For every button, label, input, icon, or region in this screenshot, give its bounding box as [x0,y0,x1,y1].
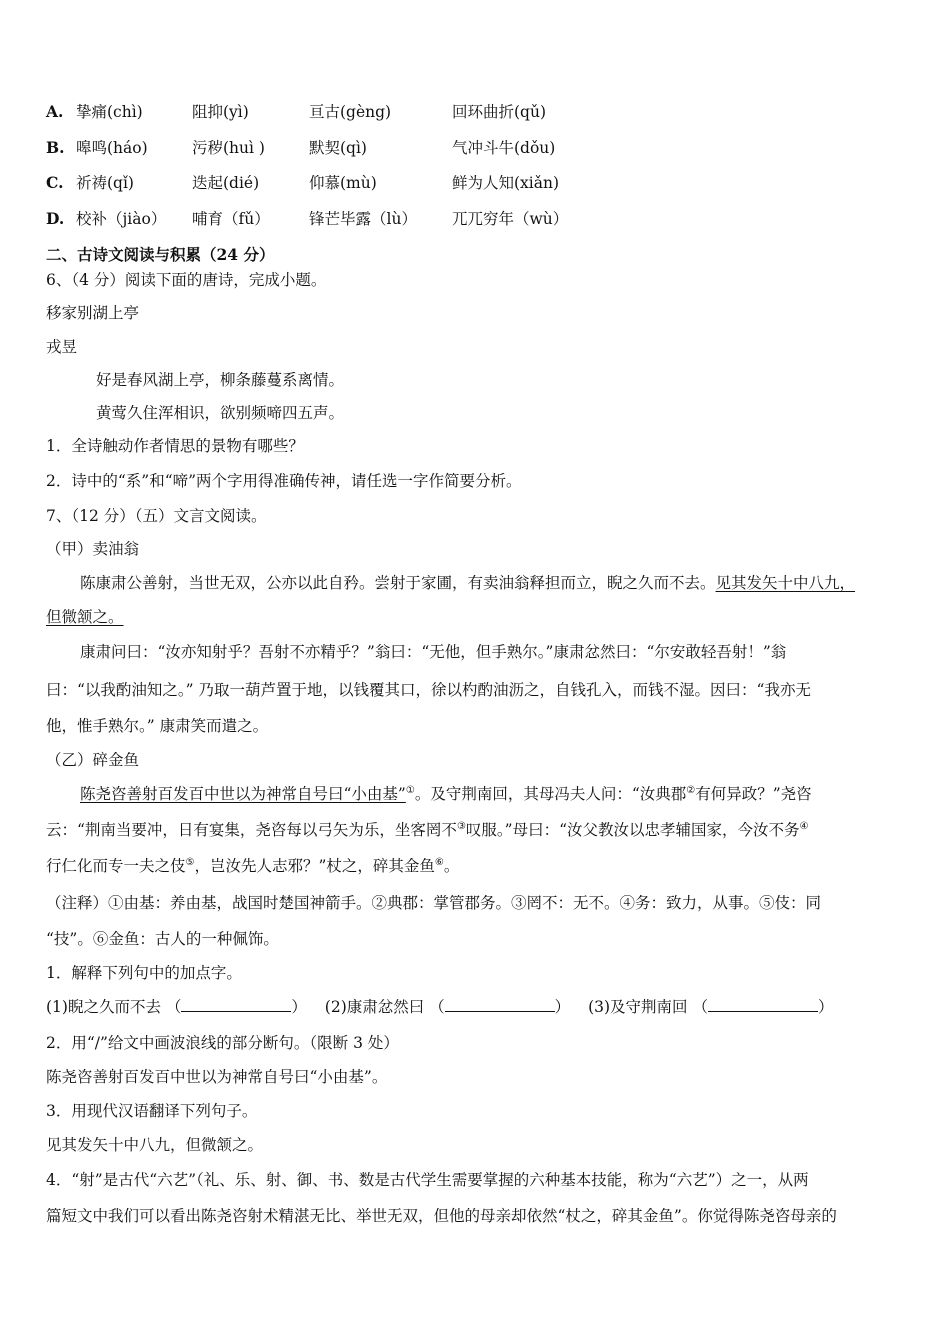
option-item: 气冲斗牛(dǒu) [452,139,556,157]
footnote-marker: ⑥ [434,856,444,868]
option-label: B. [46,138,65,157]
poem-line: 好是春风湖上亭，柳条藤蔓系离情。 [96,371,345,389]
option-item: 鲜为人知(xiǎn) [452,174,560,192]
fill-blank-close: ） [817,998,834,1016]
poem-line: 黄莺久住浑相识，欲别频啼四五声。 [96,404,345,422]
passage-jia-title: （甲）卖油翁 [46,540,140,558]
underlined-sentence: 但微颔之。 [46,608,124,626]
answer-blank[interactable] [445,997,555,1012]
footnote-marker: ② [686,784,696,796]
footnote-marker: ① [405,784,415,796]
passage-text: 。 [443,857,460,875]
question-6-stem: 6、（4 分）阅读下面的唐诗，完成小题。 [46,271,327,289]
fill-blank-row [46,997,833,1017]
sub-question-text: 见其发矢十中八九，但微颔之。 [46,1136,264,1154]
option-item: 仰慕(mù) [309,174,377,192]
sub-question: 2．诗中的“系”和“啼”两个字用得准确传神，请任选一字作简要分析。 [46,472,522,490]
answer-blank[interactable] [181,997,291,1012]
option-label: C. [46,173,64,192]
sub-question: 篇短文中我们可以看出陈尧咨射术精湛无比、举世无双，但他的母亲却依然“杖之，碎其金鱼”。你觉得陈尧咨母亲的 [46,1207,837,1225]
option-label: D. [46,209,65,228]
option-item: 祈祷(qǐ) [76,174,134,192]
fill-blank-close: ） [554,998,571,1016]
option-item: 哺育（fǔ） [192,210,270,228]
passage-text: 云：“荆南当要冲，日有宴集，尧咨每以弓矢为乐，坐客罔不 [46,821,457,839]
answer-blank[interactable] [708,997,818,1012]
option-item: 阻抑(yì) [192,103,249,121]
sub-question: 4．“射”是古代“六艺”（礼、乐、射、御、书、数是古代学生需要掌握的六种基本技能，称为“六艺”）之一，从两 [46,1171,809,1189]
sub-question: 3．用现代汉语翻译下列句子。 [46,1102,258,1120]
sub-question: 1．全诗触动作者情思的景物有哪些？ [46,437,304,455]
passage-yi-line-1 [80,784,812,804]
poem-title: 移家别湖上亭 [46,304,140,322]
section-title: 二、古诗文阅读与积累（24 分） [46,245,275,264]
passage-text: 叹服。”母曰：“汝父教汝以忠孝辅国家，今汝不务 [465,821,800,839]
passage-text: 。及守荆南回，其母冯夫人问：“汝典郡 [414,785,687,803]
option-item: 锋芒毕露（lù） [309,210,417,228]
option-item: 迭起(dié) [192,174,260,192]
option-item: 校补（jiào） [76,210,167,228]
passage-text: 行仁化而专一夫之伎 [46,857,186,875]
footnote-marker: ④ [799,820,809,832]
question-7-stem: 7、（12 分）（五）文言文阅读。 [46,507,267,525]
passage-jia-paragraph-2: 他，惟手熟尔。” 康肃笑而遣之。 [46,717,269,735]
option-label: A. [46,102,64,121]
option-item: 污秽(huì ) [192,139,265,157]
option-item: 亘古(gèng) [309,103,392,121]
fill-blank-close: ） [291,998,307,1016]
sub-question-text: 陈尧咨善射百发百中世以为神常自号曰“小由基”。 [46,1068,388,1086]
passage-text: ，岂汝先人志邪？”杖之，碎其金鱼 [194,857,435,875]
annotation-note: （注释）①由基：养由基，战国时楚国神箭手。②典郡：掌管郡务。③罔不：无不。④务：致力，从事。⑤伎：同 [46,894,822,912]
fill-blank-prompt: (1)睨之久而不去 （ [46,998,182,1016]
option-item: 兀兀穷年（wù） [452,210,569,228]
passage-yi-line-3 [46,856,459,876]
passage-yi-title: （乙）碎金鱼 [46,751,140,769]
passage-text: 陈康肃公善射，当世无双，公亦以此自矜。尝射于家圃，有卖油翁释担而立，睨之久而不去。 [80,574,716,592]
footnote-marker: ⑤ [185,856,195,868]
sub-question: 2．用“/”给文中画波浪线的部分断句。（限断 3 处） [46,1034,399,1052]
fill-blank-prompt: (3)及守荆南回 （ [588,998,708,1016]
option-item: 默契(qì) [309,139,367,157]
option-item: 回环曲折(qǔ) [452,103,546,121]
passage-jia-paragraph-1 [80,573,855,593]
option-item: 嗥鸣(háo) [76,139,148,157]
poem-author: 戎昱 [46,338,78,356]
fill-blank-prompt: (2)康肃忿然曰 （ [324,998,445,1016]
underlined-sentence: 见其发矢十中八九， [715,574,856,592]
passage-jia-paragraph-1-cont [46,607,124,627]
footnote-marker: ③ [456,820,466,832]
passage-text: 有何异政？”尧咨 [695,785,812,803]
wavy-underlined-text: 陈尧咨善射百发百中世以为神常自号曰“小由基” [80,785,406,803]
passage-jia-paragraph-2: 曰：“以我酌油知之。” 乃取一葫芦置于地，以钱覆其口，徐以杓酌油沥之，自钱孔入，而钱不湿。因曰：“我亦无 [46,681,811,699]
passage-yi-line-2 [46,820,808,840]
annotation-note: “技”。⑥金鱼：古人的一种佩饰。 [46,930,279,948]
option-item: 挚痛(chì) [76,103,143,121]
sub-question: 1．解释下列句中的加点字。 [46,964,242,982]
passage-jia-paragraph-2: 康肃问曰：“汝亦知射乎？吾射不亦精乎？”翁曰：“无他，但手熟尔。”康肃忿然曰：“尔安敢轻吾射！”翁 [80,643,787,661]
